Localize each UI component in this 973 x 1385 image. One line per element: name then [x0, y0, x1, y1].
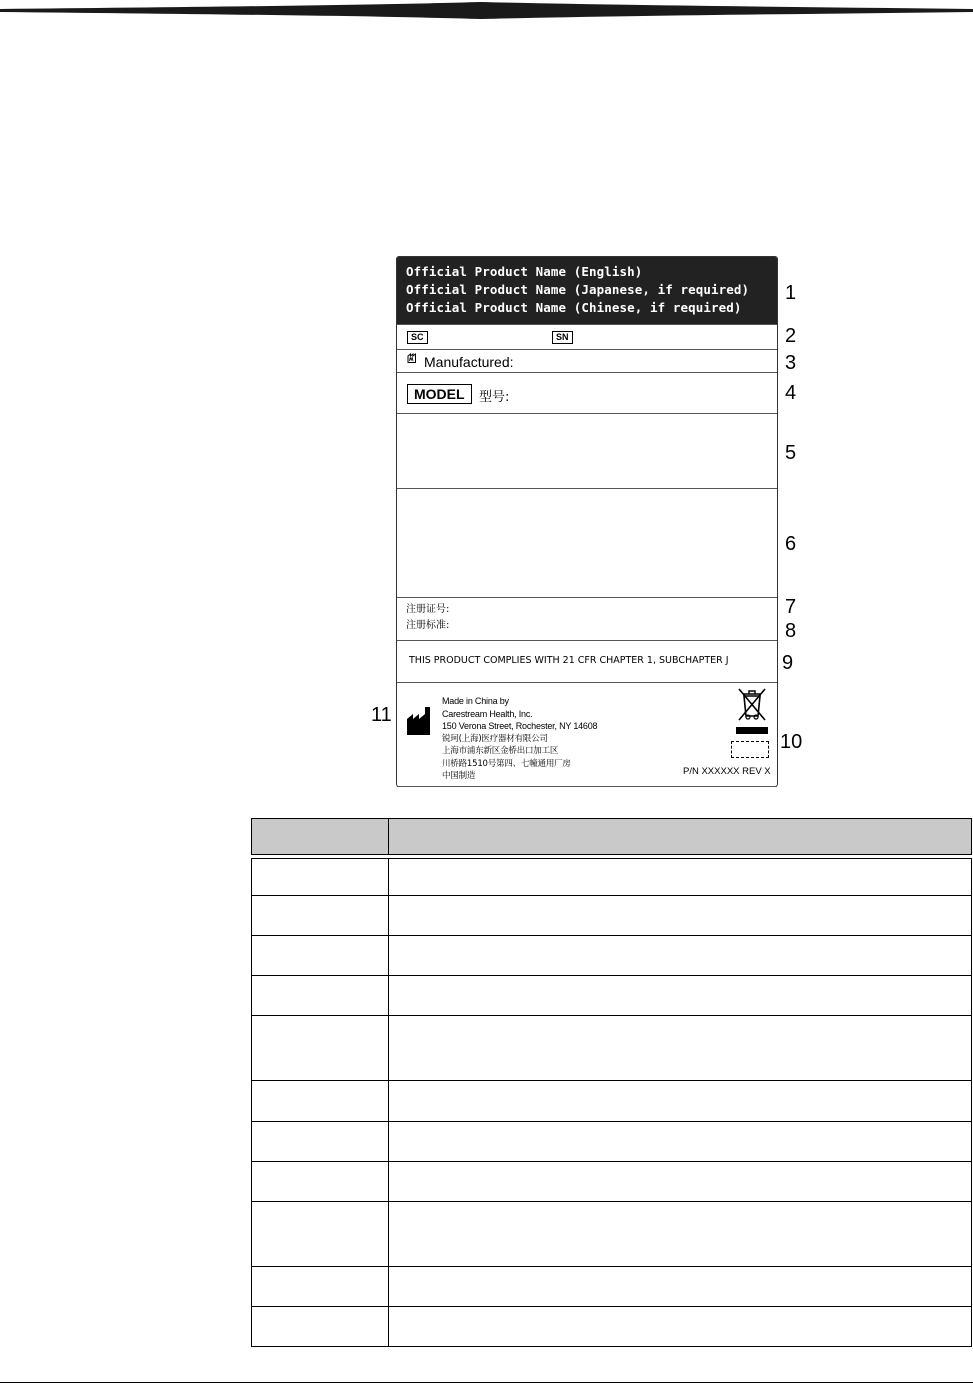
- blank-section-6: [397, 489, 777, 598]
- table-row: [252, 1122, 972, 1162]
- table-row: [252, 1016, 972, 1081]
- table-cell: [389, 1267, 972, 1307]
- callout-5: 5: [785, 442, 797, 464]
- callout-3: 3: [785, 352, 797, 374]
- table-row: [252, 1081, 972, 1122]
- manufacturer-address: [442, 695, 597, 783]
- weee-bar: [736, 727, 768, 734]
- compliance-statement: THIS PRODUCT COMPLIES WITH 21 CFR CHAPTER 1, SUBCHAPTER J: [409, 655, 729, 666]
- table-row: [252, 1307, 972, 1347]
- table-cell: [389, 936, 972, 976]
- product-name-english: Official Product Name (English): [406, 264, 643, 279]
- registration-section: [397, 598, 777, 641]
- table-header-cell: [389, 819, 972, 855]
- table-cell: [252, 896, 389, 936]
- part-number: P/N XXXXXX REV X: [683, 766, 771, 777]
- address-line: 中国制造: [442, 771, 476, 781]
- table-cell: [252, 1202, 389, 1267]
- manufacture-date-icon: [407, 353, 418, 363]
- table-cell: [252, 1162, 389, 1202]
- address-line: Carestream Health, Inc.: [442, 708, 533, 719]
- table-cell: [389, 896, 972, 936]
- product-label-figure: [396, 256, 778, 787]
- table-cell: [389, 1202, 972, 1267]
- compliance-section: [397, 641, 777, 683]
- callout-11: 11: [371, 704, 392, 726]
- callout-7: 7: [785, 596, 797, 618]
- sc-symbol: SC: [407, 331, 428, 344]
- manufacturer-section: [397, 683, 777, 787]
- product-name-chinese: Official Product Name (Chinese, if required): [406, 300, 742, 315]
- factory-icon: [407, 707, 432, 735]
- table-cell: [389, 1162, 972, 1202]
- crossed-bin-icon: [736, 687, 768, 721]
- table-row: [252, 1162, 972, 1202]
- dashed-placeholder-box: [731, 741, 769, 758]
- table-header-cell: [252, 819, 389, 855]
- table-cell: [252, 976, 389, 1016]
- address-line: 上海市浦东新区金桥出口加工区: [442, 746, 559, 756]
- callout-9: 9: [782, 652, 794, 674]
- table-row: [252, 936, 972, 976]
- table-row: [252, 1267, 972, 1307]
- address-line: Made in China by: [442, 696, 509, 706]
- model-symbol: MODEL: [407, 384, 472, 404]
- table-cell: [389, 1081, 972, 1122]
- serial-code-section: [397, 325, 777, 350]
- table-row: [252, 896, 972, 936]
- table-cell: [252, 1081, 389, 1122]
- table-cell: [389, 859, 972, 896]
- table-header-row: [252, 819, 972, 855]
- table-row: [252, 1202, 972, 1267]
- callout-2: 2: [785, 325, 797, 347]
- table-row: [252, 976, 972, 1016]
- product-name-section: [397, 257, 777, 325]
- callout-1: 1: [785, 282, 797, 304]
- table-cell: [252, 1016, 389, 1081]
- callout-legend-table: [251, 818, 972, 1347]
- address-line: 锐珂(上海)医疗器材有限公司: [442, 733, 548, 744]
- table-cell: [252, 1307, 389, 1347]
- registration-number-label: 注册证号:: [406, 604, 450, 615]
- sn-symbol: SN: [552, 331, 573, 344]
- product-name-japanese: Official Product Name (Japanese, if required): [406, 282, 750, 297]
- manufactured-label: Manufactured:: [424, 354, 514, 370]
- manufactured-section: [397, 350, 777, 373]
- callout-4: 4: [785, 382, 797, 404]
- blank-section-5: [397, 414, 777, 489]
- table-cell: [389, 1016, 972, 1081]
- table-cell: [252, 936, 389, 976]
- table-cell: [389, 1122, 972, 1162]
- callout-8: 8: [785, 620, 797, 642]
- table-row: [252, 859, 972, 896]
- table-cell: [252, 1122, 389, 1162]
- header-decorative-bar: [0, 0, 973, 22]
- model-label-chinese: 型号:: [479, 390, 510, 405]
- address-line: 150 Verona Street, Rochester, NY 14608: [442, 721, 598, 731]
- registration-standard-label: 注册标准:: [406, 620, 450, 631]
- table-cell: [252, 859, 389, 896]
- callout-10: 10: [780, 731, 803, 753]
- model-section: [397, 373, 777, 414]
- table-cell: [389, 1307, 972, 1347]
- footer-rule: [0, 1382, 973, 1383]
- address-line: 川桥路1510号第四、七幢通用厂房: [442, 758, 571, 769]
- table-cell: [389, 976, 972, 1016]
- callout-6: 6: [785, 533, 797, 555]
- table-cell: [252, 1267, 389, 1307]
